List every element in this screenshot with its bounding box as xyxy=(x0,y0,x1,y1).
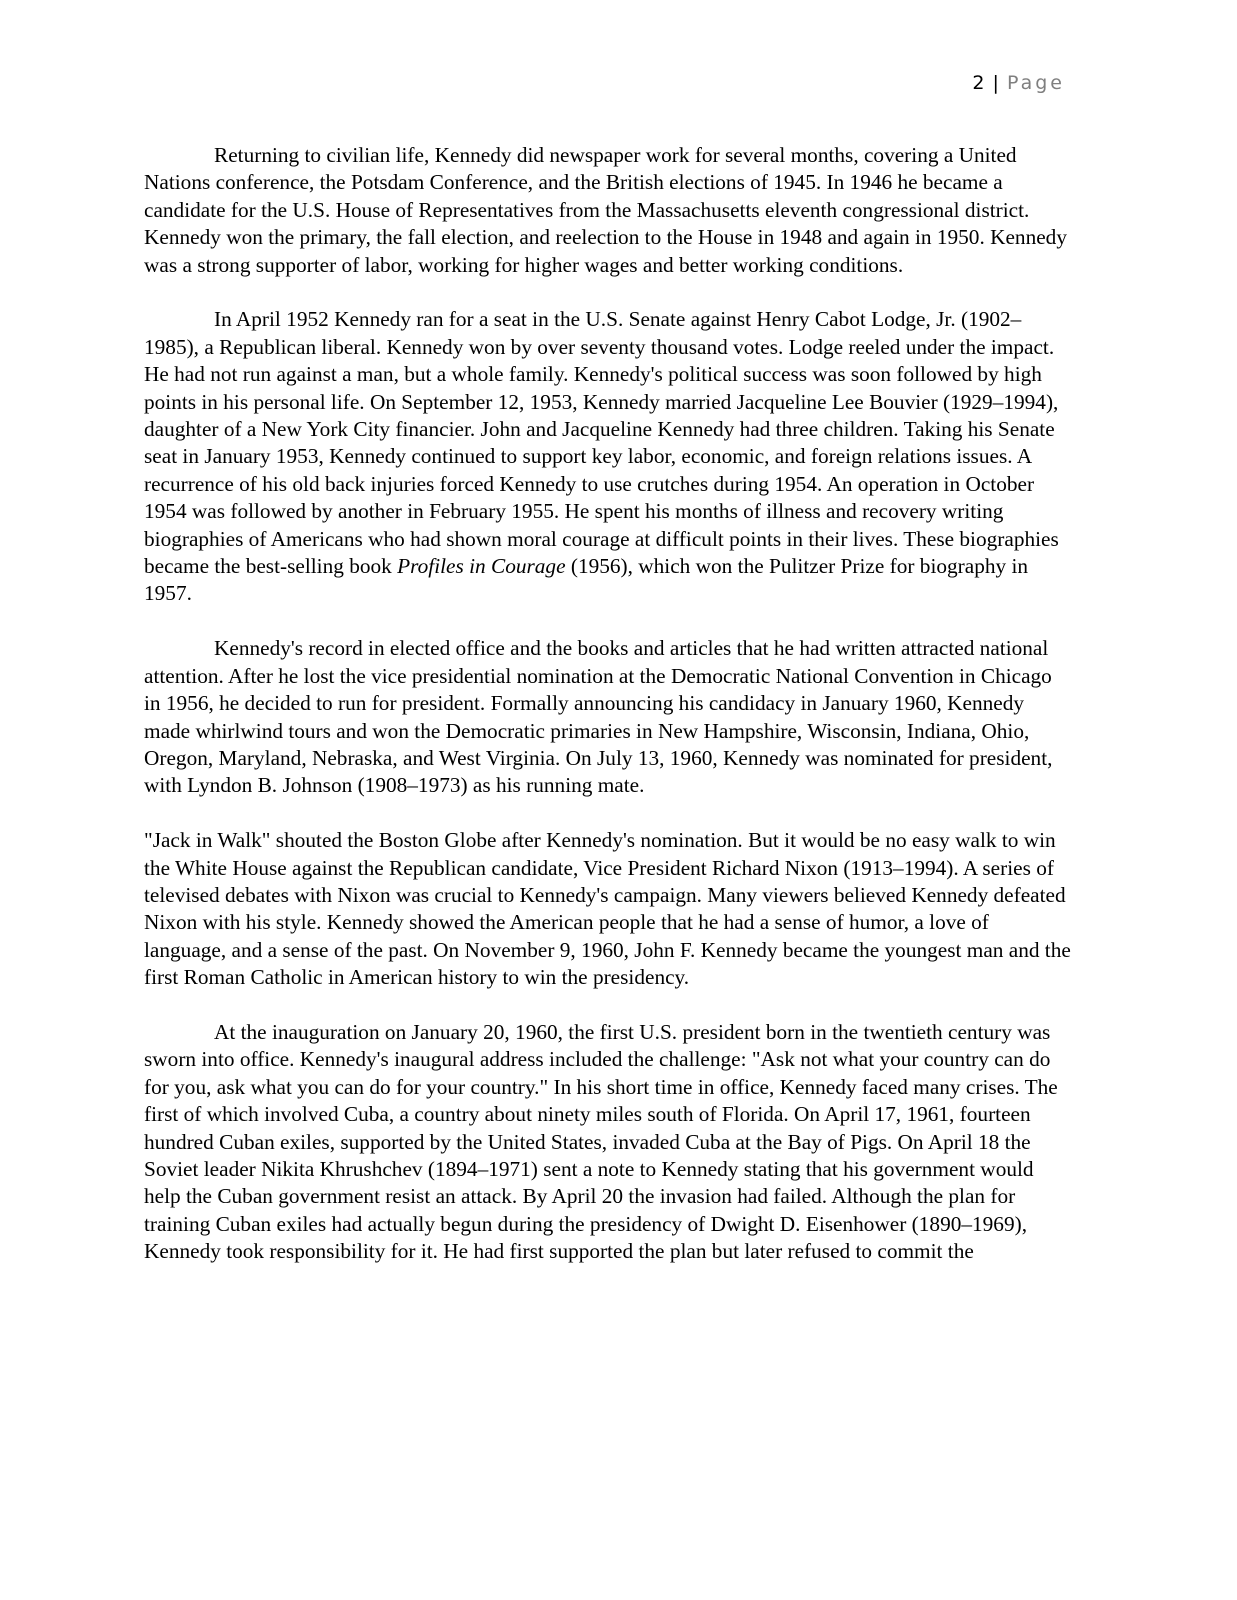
paragraph-campaign: "Jack in Walk" shouted the Boston Globe after Kennedy's nomination. But it would be no easy walk to win the White House against the Republican candidate, Vice President Richard Nixon (1913–1994). A series of televised debates with Nixon was crucial to Kennedy's campaign. Many viewers believed Kennedy defeated Nixon with his style. Kennedy showed the American people that he had a sense of humor, a love of language, and a sense of the past. On November 9, 1960, John F. Kennedy became the youngest man and the first Roman Catholic in American history to win the presidency. xyxy=(144,828,1071,990)
page-number-header xyxy=(972,72,1065,94)
paragraph-inauguration: At the inauguration on January 20, 1960, the first U.S. president born in the twentieth century was sworn into office. Kennedy's inaugural address included the challenge: "Ask not what your country can do for you, ask what you can do for your country." In his short time in office, Kennedy faced many crises. The first of which involved Cuba, a country about ninety miles south of Florida. On April 17, 1961, fourteen hundred Cuban exiles, supported by the United States, invaded Cuba at the Bay of Pigs. On April 18 the Soviet leader Nikita Khrushchev (1894–1971) sent a note to Kennedy stating that his government would help the Cuban government resist an attack. By April 20 the invasion had failed. Although the plan for training Cuban exiles had actually begun during the presidency of Dwight D. Eisenhower (1890–1969), Kennedy took responsibility for it. He had first supported the plan but later refused to commit the xyxy=(144,1019,1058,1264)
book-title-profiles-in-courage: Profiles in Courage xyxy=(397,554,566,579)
paragraph-senate-text-after: (1956), which won the Pulitzer Prize for biography in 1957. xyxy=(144,554,1029,606)
paragraph-senate-1952 xyxy=(144,306,1072,607)
body-text xyxy=(144,142,1072,1293)
page-separator: | xyxy=(992,72,999,94)
page-number: 2 xyxy=(972,72,985,94)
paragraph-civilian-life: Returning to civilian life, Kennedy did newspaper work for several months, covering a United Nations conference, the Potsdam Conference, and the British elections of 1945. In 1946 he became a candidate for the U.S. House of Representatives from the Massachusetts eleventh congressional district. Kennedy won the primary, the fall election, and reelection to the House in 1948 and again in 1950. Kennedy was a strong supporter of labor, working for higher wages and better working conditions. xyxy=(144,143,1067,277)
page-label: Page xyxy=(1007,72,1065,94)
paragraph-senate-text-before: In April 1952 Kennedy ran for a seat in the U.S. Senate against Henry Cabot Lodge, Jr. (1902–1985), a Republican liberal. Kennedy won by over seventy thousand votes. Lodge reeled under the impact. He had not run against a man, but a whole family. Kennedy's political success was soon followed by high points in his personal life. On September 12, 1953, Kennedy married Jacqueline Lee Bouvier (1929–1994), daughter of a New York City financier. John and Jacqueline Kennedy had three children. Taking his Senate seat in January 1953, Kennedy continued to support key labor, economic, and foreign relations issues. A recurrence of his old back injuries forced Kennedy to use crutches during 1954. An operation in October 1954 was followed by another in February 1955. He spent his months of illness and recovery writing biographies of Americans who had shown moral courage at difficult points in their lives. These biographies became the best-selling book xyxy=(144,307,1059,579)
paragraph-presidential-run: Kennedy's record in elected office and the books and articles that he had written attracted national attention. After he lost the vice presidential nomination at the Democratic National Convention in Chicago in 1956, he decided to run for president. Formally announcing his candidacy in January 1960, Kennedy made whirlwind tours and won the Democratic primaries in New Hampshire, Wisconsin, Indiana, Ohio, Oregon, Maryland, Nebraska, and West Virginia. On July 13, 1960, Kennedy was nominated for president, with Lyndon B. Johnson (1908–1973) as his running mate. xyxy=(144,636,1053,798)
